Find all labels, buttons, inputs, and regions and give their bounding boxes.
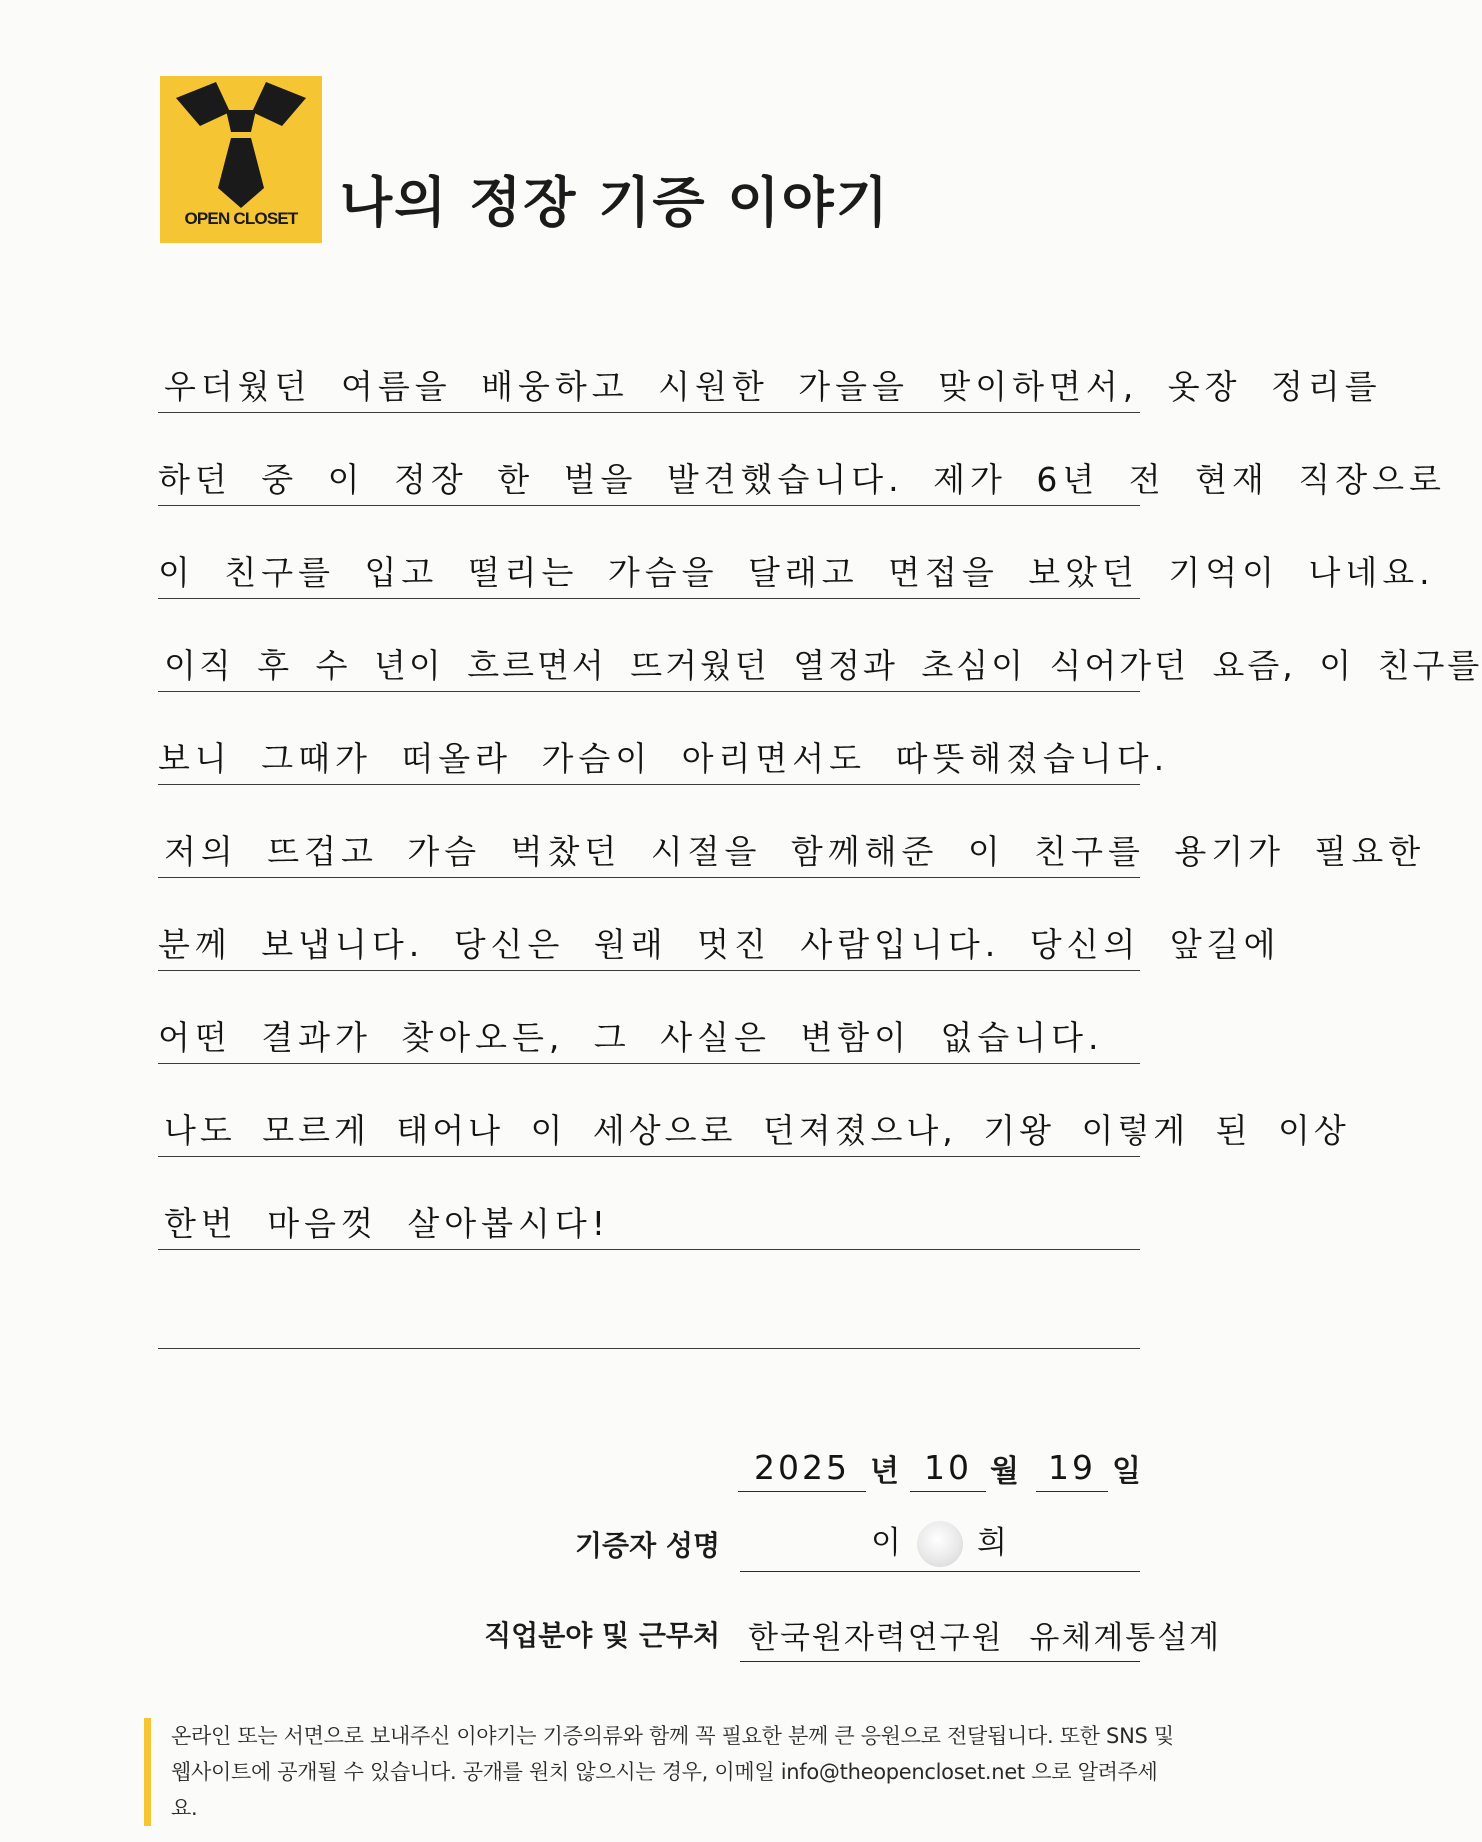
day-label: 일 bbox=[1112, 1454, 1141, 1489]
story-line bbox=[158, 918, 1281, 971]
year-label: 년 bbox=[870, 1454, 899, 1489]
story-line bbox=[158, 453, 1446, 506]
story-text: 분께 보냅니다. 당신은 원래 멋진 사람입니다. 당신의 앞길에 bbox=[158, 925, 1281, 964]
story-text: 이직 후 수 년이 흐르면서 뜨거웠던 열정과 초심이 식어가던 요즘, 이 친구를 bbox=[164, 646, 1482, 685]
story-line bbox=[158, 825, 1426, 878]
donor-name-value bbox=[748, 1517, 1132, 1568]
story-text: 우더웠던 여름을 배웅하고 시원한 가을을 맞이하면서, 옷장 정리를 bbox=[164, 367, 1382, 406]
month-field bbox=[910, 1441, 986, 1492]
donor-name-row bbox=[0, 1512, 1280, 1572]
day-field bbox=[1036, 1441, 1108, 1492]
story-line bbox=[158, 1296, 1140, 1349]
page-title: 나의 정장 기증 이야기 bbox=[340, 171, 890, 234]
occupation-value: 한국원자력연구원 유체계통설계 bbox=[748, 1620, 1222, 1656]
occupation-row bbox=[0, 1602, 1280, 1662]
story-line bbox=[158, 1011, 1140, 1064]
story-text: 나도 모르게 태어나 이 세상으로 던져졌으나, 기왕 이렇게 된 이상 bbox=[164, 1111, 1350, 1150]
footer-line-1: 온라인 또는 서면으로 보내주신 이야기는 기증의류와 함께 꼭 필요한 분께 큰 응원으로 전달됩니다. 또한 SNS 및 bbox=[171, 1724, 1174, 1748]
donor-name-label: 기증자 성명 bbox=[575, 1529, 720, 1562]
month-value: 10 bbox=[924, 1448, 972, 1487]
redaction-blur bbox=[917, 1521, 963, 1567]
story-line bbox=[158, 639, 1482, 692]
day-value: 19 bbox=[1048, 1448, 1096, 1487]
story-line bbox=[158, 360, 1382, 413]
donor-name-field bbox=[740, 1517, 1140, 1572]
logo-text: OPEN CLOSET bbox=[184, 209, 298, 228]
story-text: 한번 마음껏 살아봅시다! bbox=[164, 1204, 610, 1243]
story-line bbox=[158, 546, 1435, 599]
month-label: 월 bbox=[990, 1454, 1019, 1489]
footer-notice bbox=[144, 1718, 1181, 1826]
story-text: 하던 중 이 정장 한 벌을 발견했습니다. 제가 6년 전 현재 직장으로 bbox=[158, 460, 1446, 499]
story-text: 이 친구를 입고 떨리는 가슴을 달래고 면접을 보았던 기억이 나네요. bbox=[158, 553, 1435, 592]
story-line bbox=[158, 732, 1170, 785]
occupation-label: 직업분야 및 근무처 bbox=[484, 1619, 720, 1652]
story-text: 어떤 결과가 찾아오든, 그 사실은 변함이 없습니다. bbox=[158, 1018, 1104, 1057]
date-row bbox=[0, 1432, 1280, 1492]
donor-name-last: 희 bbox=[977, 1524, 1009, 1561]
story-line bbox=[158, 1104, 1350, 1157]
donor-name-first: 이 bbox=[871, 1524, 903, 1561]
footer-line-2: 웹사이트에 공개될 수 있습니다. 공개를 원치 않으시는 경우, 이메일 info@theopencloset.net 으로 알려주세요. bbox=[171, 1760, 1158, 1820]
year-value: 2025 bbox=[754, 1448, 850, 1487]
year-field bbox=[738, 1441, 866, 1492]
occupation-field bbox=[740, 1607, 1222, 1662]
story-text: 저의 뜨겁고 가슴 벅찼던 시절을 함께해준 이 친구를 용기가 필요한 bbox=[164, 832, 1426, 871]
open-closet-logo bbox=[160, 76, 322, 243]
story-line bbox=[158, 1197, 1140, 1250]
story-text: 보니 그때가 떠올라 가슴이 아리면서도 따뜻해졌습니다. bbox=[158, 739, 1170, 778]
